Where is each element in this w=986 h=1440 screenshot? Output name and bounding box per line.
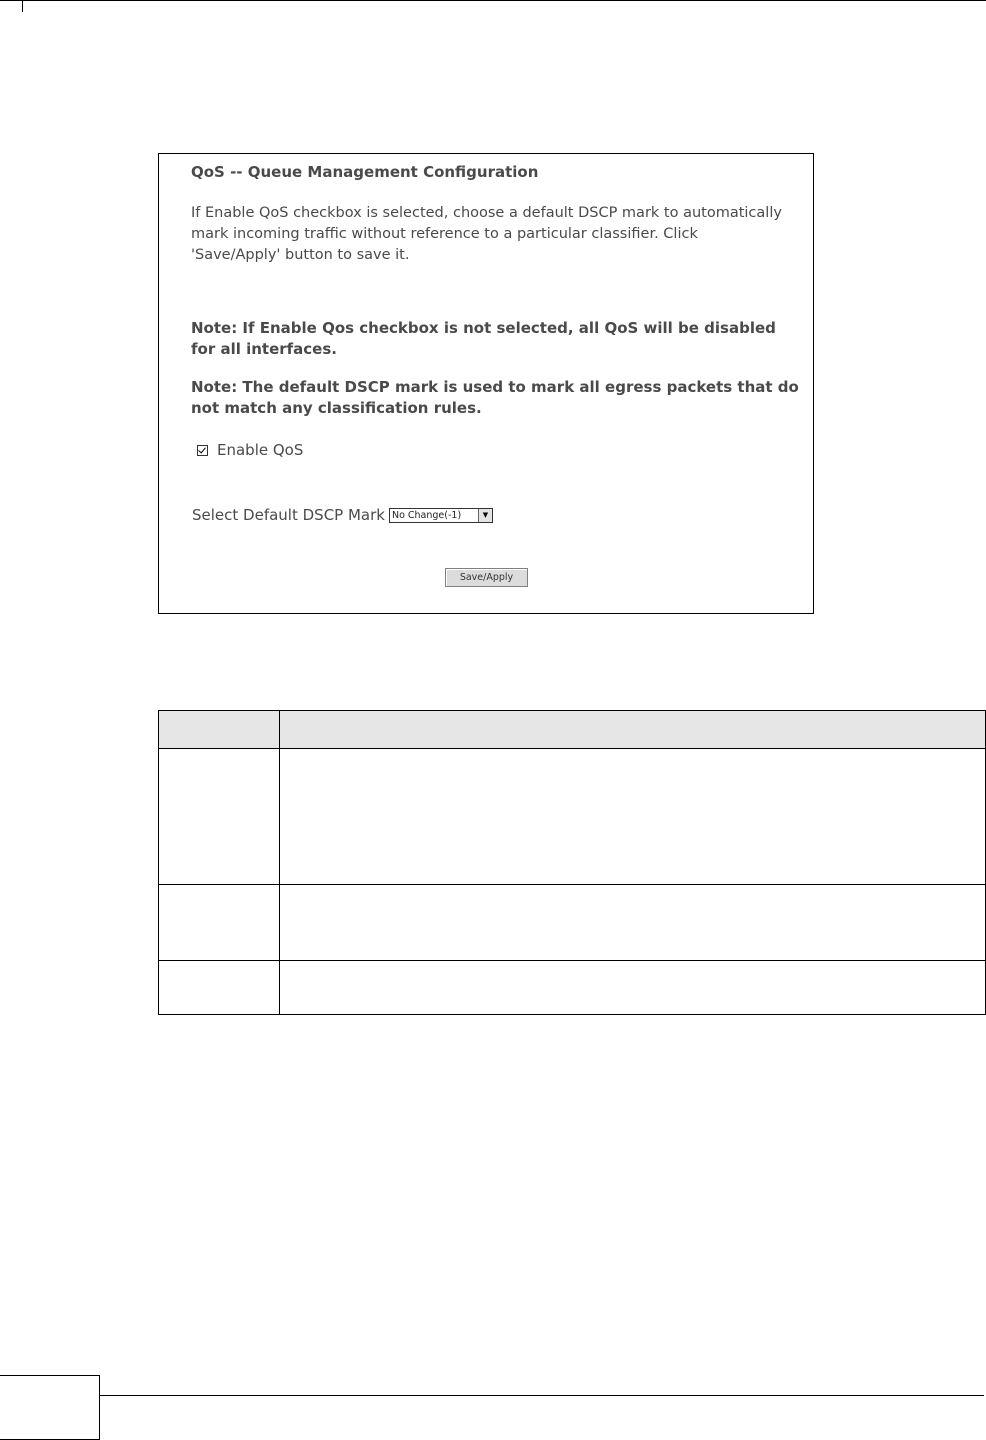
table-cell (280, 961, 986, 1015)
top-rule (0, 0, 986, 1)
table-cell (280, 885, 986, 961)
table-cell (159, 885, 280, 961)
table-cell (159, 749, 280, 885)
enable-qos-label: Enable QoS (217, 441, 304, 459)
table-row (159, 749, 986, 885)
enable-qos-row (197, 441, 303, 459)
intro-text: If Enable QoS checkbox is selected, choose a default DSCP mark to automatically mark incoming traffic without reference to a particular classifier. Click 'Save/Apply' button to save it. (191, 205, 782, 263)
table-header-row (159, 711, 986, 749)
top-tick (22, 0, 23, 12)
dscp-mark-row (192, 506, 493, 524)
dscp-mark-select[interactable] (389, 508, 493, 523)
table-row (159, 885, 986, 961)
dscp-mark-label: Select Default DSCP Mark (192, 506, 385, 524)
qos-config-panel (158, 153, 814, 614)
page-title: QoS -- Queue Management Configuration (191, 163, 539, 181)
note-qos-disabled: Note: If Enable Qos checkbox is not selected, all QoS will be disabled for all interfaces. (191, 319, 776, 358)
footer-rule (0, 1395, 984, 1396)
table-cell (159, 961, 280, 1015)
dscp-mark-selected-value: No Change(-1) (391, 509, 462, 521)
page-number-box (0, 1375, 100, 1440)
table-header-cell (280, 711, 986, 749)
save-apply-button[interactable]: Save/Apply (445, 568, 528, 587)
table-header-cell (159, 711, 280, 749)
enable-qos-checkbox[interactable] (197, 445, 208, 456)
description-table (158, 710, 986, 1015)
table-row (159, 961, 986, 1015)
chevron-down-icon[interactable]: ▼ (478, 509, 492, 522)
note-default-dscp: Note: The default DSCP mark is used to mark all egress packets that do not match any classification rules. (191, 378, 799, 417)
table-cell (280, 749, 986, 885)
